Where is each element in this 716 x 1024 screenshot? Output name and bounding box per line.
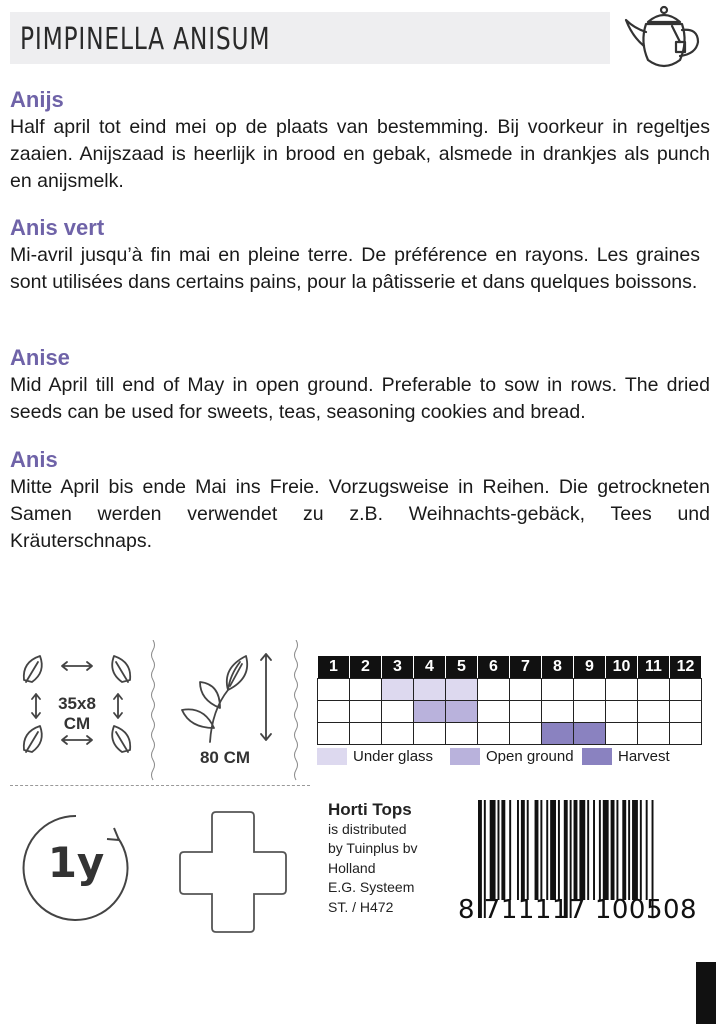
calendar-cell	[638, 679, 670, 701]
section-heading: Anis vert	[10, 215, 105, 240]
legend-harvest	[582, 748, 670, 765]
legend-swatch	[582, 748, 612, 765]
section-heading: Anis	[10, 447, 58, 472]
cross-icon	[178, 808, 288, 936]
teapot-icon	[618, 2, 710, 74]
barcode-bar	[646, 800, 648, 900]
month-header: 9	[574, 656, 606, 679]
distributor-line: E.G. Systeem	[328, 879, 415, 895]
distributor-line: is distributed	[328, 820, 407, 837]
month-header: 5	[446, 656, 478, 679]
calendar-cell	[574, 701, 606, 723]
calendar-row-open-ground	[318, 701, 702, 723]
height-label: 80 CM	[199, 748, 251, 767]
barcode-bar	[546, 800, 548, 900]
barcode-bar	[498, 800, 500, 900]
section-french	[10, 214, 710, 296]
barcode-bar	[550, 800, 556, 900]
barcode-bar	[527, 800, 529, 900]
month-header: 2	[350, 656, 382, 679]
barcode-bar	[599, 800, 601, 900]
calendar-cell	[670, 679, 702, 701]
spacing-value: 35x8	[58, 694, 96, 713]
calendar-row-harvest	[318, 723, 702, 745]
plant-height-icon	[170, 650, 285, 745]
calendar-cell	[574, 723, 606, 745]
calendar-cell	[446, 701, 478, 723]
section-text: Mitte April bis ende Mai ins Freie. Vorzugsweise in Reihen. Die getrockneten Samen werden verwendet zu z.B. Weihnachts-gebäck, Tees und Kräuterschnaps.	[10, 476, 710, 552]
page-title: PIMPINELLA ANISUM	[20, 22, 271, 57]
calendar-cell	[478, 679, 510, 701]
section-text: Mid April till end of May in open ground. Preferable to sow in rows. The dried seeds can be used for sweets, teas, seasoning cookies and bread.	[10, 374, 710, 423]
barcode-bar	[490, 800, 496, 900]
distributor-line: ST. / H472	[328, 898, 394, 915]
barcode-bar	[628, 800, 630, 900]
calendar-cell	[638, 701, 670, 723]
section-heading: Anijs	[10, 87, 64, 112]
calendar-cell	[510, 723, 542, 745]
calendar-cell	[446, 723, 478, 745]
calendar-cell	[670, 723, 702, 745]
brand-name: Horti Tops	[328, 800, 412, 819]
lifecycle-label: 1y	[47, 838, 105, 887]
section-english	[10, 344, 710, 426]
calendar-cell	[478, 723, 510, 745]
calendar-cell	[318, 701, 350, 723]
barcode-number: 8 711117 100508	[458, 895, 698, 925]
legend-label: Under glass	[353, 748, 434, 765]
calendar-cell	[414, 679, 446, 701]
calendar-cell	[318, 679, 350, 701]
edge-mark	[696, 962, 716, 1024]
month-header: 6	[478, 656, 510, 679]
section-text: Half april tot eind mei op de plaats van bestemming. Bij voorkeur in regeltjes zaaien. Anijszaad is heerlijk in brood en gebak, alsmede in drankjes als punch en anijsmelk.	[10, 116, 710, 192]
barcode-bar	[593, 800, 595, 900]
sowing-calendar	[317, 655, 702, 745]
barcode-bar	[632, 800, 638, 900]
calendar-cell	[542, 679, 574, 701]
calendar-cell	[446, 679, 478, 701]
spacing-label	[44, 694, 110, 734]
calendar-cell	[478, 701, 510, 723]
calendar-cell	[350, 701, 382, 723]
calendar-cell	[510, 701, 542, 723]
legend-open-ground	[450, 748, 574, 765]
barcode-bar	[501, 800, 505, 900]
calendar-cell	[542, 723, 574, 745]
barcode-bar	[509, 800, 511, 900]
barcode-bar	[611, 800, 615, 900]
calendar-cell	[350, 679, 382, 701]
month-header: 11	[638, 656, 670, 679]
barcode-bar	[521, 800, 525, 900]
spacing-unit: CM	[63, 714, 91, 733]
month-header: 4	[414, 656, 446, 679]
section-dutch	[10, 86, 710, 195]
barcode-bar	[603, 800, 609, 900]
section-text: Mi-avril jusqu’à fin mai en pleine terre. De préférence en rayons. Les graines sont utilisées dans certains pains, pour la pâtisserie et dans quelques boissons.	[10, 244, 700, 293]
calendar-cell	[350, 723, 382, 745]
calendar-months	[318, 656, 702, 679]
barcode-bar	[558, 800, 560, 900]
barcode-bar	[622, 800, 626, 900]
barcode-bar	[574, 800, 578, 900]
calendar-cell	[382, 701, 414, 723]
month-header: 12	[670, 656, 702, 679]
calendar-cell	[382, 679, 414, 701]
calendar-cell	[382, 723, 414, 745]
barcode-bar	[587, 800, 589, 900]
month-header: 8	[542, 656, 574, 679]
calendar-cell	[606, 679, 638, 701]
divider	[10, 785, 310, 786]
calendar-cell	[542, 701, 574, 723]
distributor-info	[328, 800, 418, 917]
barcode-bar	[517, 800, 519, 900]
section-heading: Anise	[10, 345, 70, 370]
section-german	[10, 446, 710, 555]
barcode-bar	[540, 800, 542, 900]
distributor-line: by Tuinplus bv	[328, 840, 418, 856]
calendar-row-under-glass	[318, 679, 702, 701]
calendar-cell	[606, 723, 638, 745]
divider	[150, 640, 156, 980]
divider	[293, 640, 299, 980]
barcode-bar	[579, 800, 585, 900]
calendar-cell	[638, 723, 670, 745]
legend-swatch	[450, 748, 480, 765]
month-header: 10	[606, 656, 638, 679]
legend-label: Open ground	[486, 748, 574, 765]
month-header: 3	[382, 656, 414, 679]
calendar-cell	[318, 723, 350, 745]
calendar-cell	[606, 701, 638, 723]
calendar-cell	[414, 701, 446, 723]
legend-under-glass	[317, 748, 433, 765]
calendar-cell	[574, 679, 606, 701]
month-header: 7	[510, 656, 542, 679]
calendar-cell	[414, 723, 446, 745]
barcode-bar	[616, 800, 618, 900]
legend-label: Harvest	[618, 748, 670, 765]
barcode-bar	[640, 800, 642, 900]
calendar-cell	[510, 679, 542, 701]
month-header: 1	[318, 656, 350, 679]
barcode-bar	[535, 800, 539, 900]
calendar-cell	[670, 701, 702, 723]
distributor-line: Holland	[328, 859, 376, 876]
legend-swatch	[317, 748, 347, 765]
